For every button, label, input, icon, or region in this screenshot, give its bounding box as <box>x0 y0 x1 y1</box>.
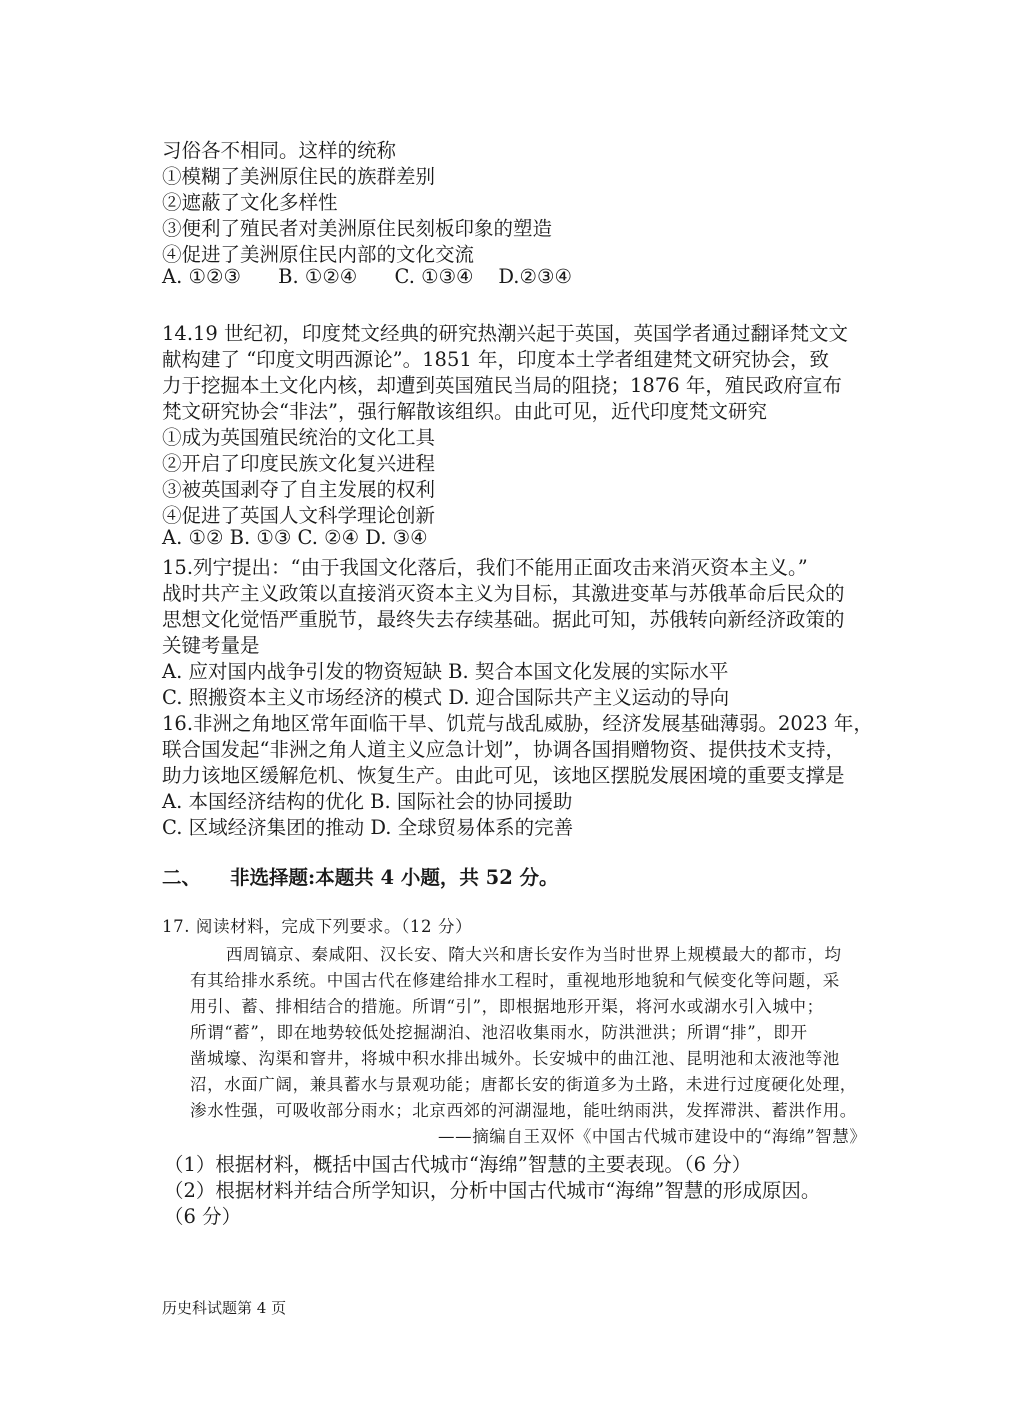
q13-option-3: ③便利了殖民者对美洲原住民刻板印象的塑造 <box>162 217 553 240</box>
q15-stem-line-4: 关键考量是 <box>162 634 260 657</box>
q17-material-line-5: 凿城壕、沟渠和窨井，将城中积水排出城外。长安城中的曲江池、昆明池和太液池等池 <box>190 1049 840 1068</box>
q14-option-3: ③被英国剥夺了自主发展的权利 <box>162 478 436 501</box>
q17-intro: 17. 阅读材料，完成下列要求。（12 分） <box>162 917 473 936</box>
q15-choices-cd: C. 照搬资本主义市场经济的模式 D. 迎合国际共产主义运动的导向 <box>162 686 730 709</box>
q17-material-line-7: 渗水性强，可吸收部分雨水；北京西郊的河湖湿地，能吐纳雨洪，发挥滞洪、蓄洪作用。 <box>190 1101 857 1120</box>
q16-choices-ab: A. 本国经济结构的优化 B. 国际社会的协同援助 <box>162 790 573 813</box>
q16-stem-line-2: 联合国发起“非洲之角人道主义应急计划”，协调各国捐赠物资、提供技术支持， <box>162 738 845 761</box>
q14-option-4: ④促进了英国人文科学理论创新 <box>162 504 436 527</box>
q15-stem-line-2: 战时共产主义政策以直接消灭资本主义为目标，其激进变革与苏俄革命后民众的 <box>162 582 845 605</box>
q14-stem-line-2: 献构建了 “印度文明西源论”。1851 年，印度本土学者组建梵文研究协会，致 <box>162 348 829 371</box>
q17-source: ——摘编自王双怀《中国古代城市建设中的“海绵”智慧》 <box>438 1127 867 1146</box>
q17-material-line-6: 沼，水面广阔，兼具蓄水与景观功能；唐都长安的街道多为土路，未进行过度硬化处理， <box>190 1075 857 1094</box>
q15-choices-ab: A. 应对国内战争引发的物资短缺 B. 契合本国文化发展的实际水平 <box>162 660 729 683</box>
q13-option-4: ④促进了美洲原住民内部的文化交流 <box>162 243 475 266</box>
q16-stem-line-1: 16.非洲之角地区常年面临干旱、饥荒与战乱威胁，经济发展基础薄弱。2023 年， <box>162 712 873 735</box>
q13-stem: 习俗各不相同。这样的统称 <box>162 139 397 162</box>
q15-stem-line-3: 思想文化觉悟严重脱节，最终失去存续基础。据此可知，苏俄转向新经济政策的 <box>162 608 845 631</box>
q13-option-1: ①模糊了美洲原住民的族群差别 <box>162 165 436 188</box>
q17-material-line-1: 西周镐京、秦咸阳、汉长安、隋大兴和唐长安作为当时世界上规模最大的都市，均 <box>226 945 842 964</box>
q14-option-1: ①成为英国殖民统治的文化工具 <box>162 426 436 449</box>
q14-stem-line-4: 梵文研究协会“非法”，强行解散该组织。由此可见，近代印度梵文研究 <box>162 400 767 423</box>
section-title: 非选择题:本题共 4 小题，共 52 分。 <box>230 866 559 889</box>
q14-stem-line-1: 14.19 世纪初，印度梵文经典的研究热潮兴起于英国，英国学者通过翻译梵文文 <box>162 322 849 345</box>
q16-stem-line-3: 助力该地区缓解危机、恢复生产。由此可见，该地区摆脱发展困境的重要支撑是 <box>162 764 845 787</box>
q13-option-2: ②遮蔽了文化多样性 <box>162 191 338 214</box>
page-footer: 历史科试题第 4 页 <box>162 1299 287 1317</box>
q13-choices: A. ①②③ B. ①②④ C. ①③④ D.②③④ <box>162 265 572 288</box>
q17-subquestion-2: （2）根据材料并结合所学知识，分析中国古代城市“海绵”智慧的形成原因。 <box>164 1179 821 1202</box>
q17-subquestion-2-score: （6 分） <box>164 1205 242 1228</box>
q14-stem-line-3: 力于挖掘本土文化内核，却遭到英国殖民当局的阻挠；1876 年，殖民政府宣布 <box>162 374 842 397</box>
q17-material-line-4: 所谓“蓄”，即在地势较低处挖掘湖泊、池沼收集雨水，防洪泄洪；所谓“排”，即开 <box>190 1023 808 1042</box>
section-number: 二、 <box>162 866 202 889</box>
q16-choices-cd: C. 区域经济集团的推动 D. 全球贸易体系的完善 <box>162 816 574 839</box>
q17-subquestion-1: （1）根据材料，概括中国古代城市“海绵”智慧的主要表现。（6 分） <box>164 1153 752 1176</box>
q17-material-line-3: 用引、蓄、排相结合的措施。所谓“引”，即根据地形开渠，将河水或湖水引入城中； <box>190 997 824 1016</box>
q14-option-2: ②开启了印度民族文化复兴进程 <box>162 452 436 475</box>
q17-material-line-2: 有其给排水系统。中国古代在修建给排水工程时，重视地形地貌和气候变化等问题，采 <box>190 971 840 990</box>
q14-choices: A. ①② B. ①③ C. ②④ D. ③④ <box>162 526 428 549</box>
q15-stem-line-1: 15.列宁提出：“由于我国文化落后，我们不能用正面攻击来消灭资本主义。” <box>162 556 808 579</box>
